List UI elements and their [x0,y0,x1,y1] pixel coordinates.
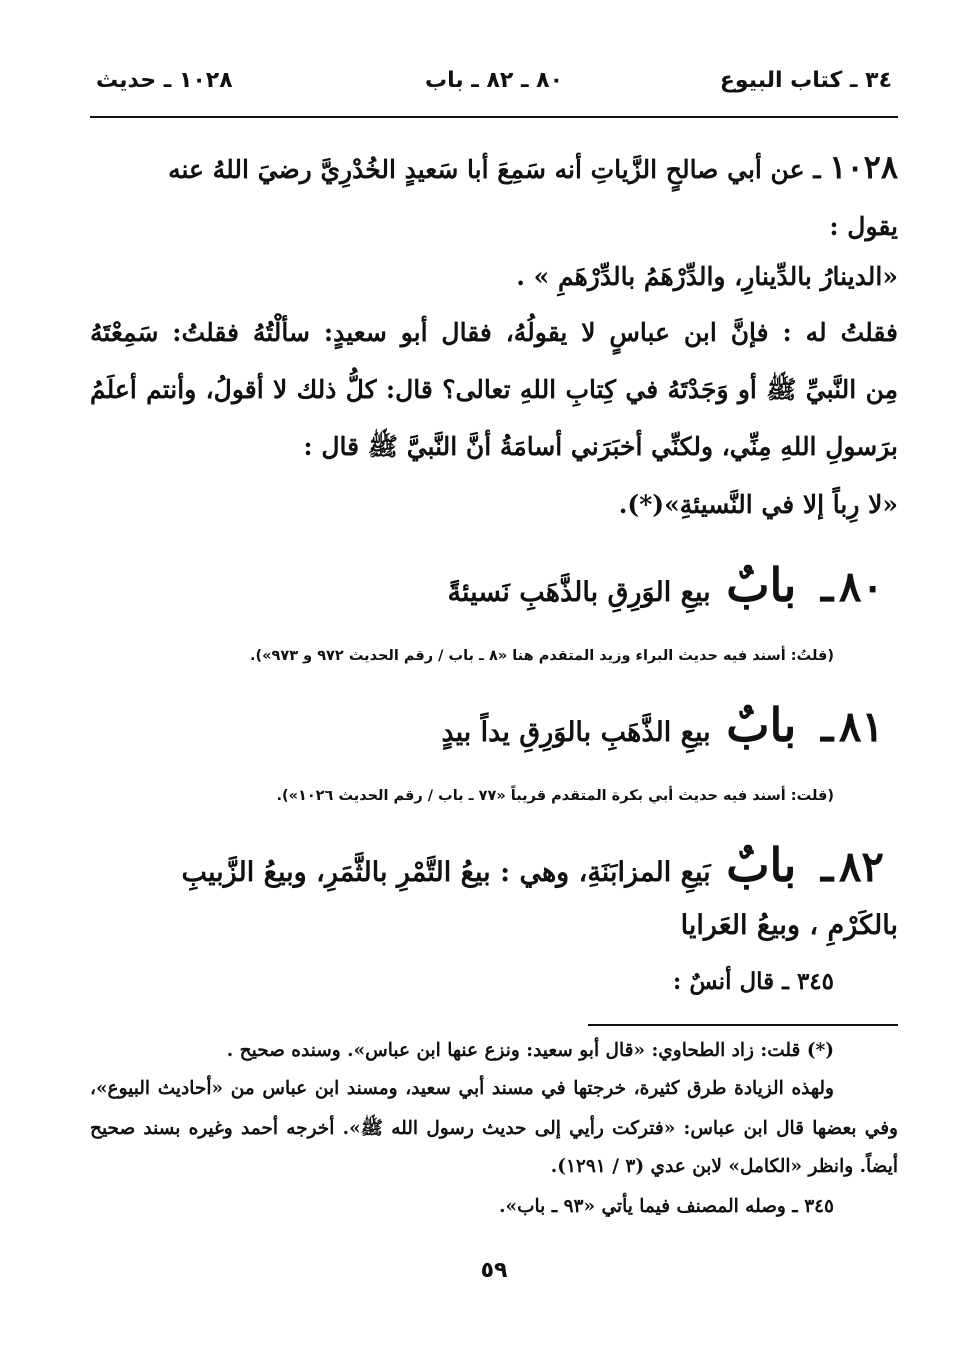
footnote-rule [588,1024,898,1026]
header-rule [90,116,898,118]
hadith-number: ١٠٢٨ [829,148,898,186]
hadith-line-3: «الدينارُ بالدِّينارِ، والدِّرْهَمُ بالدِّرْهَمِ » . [516,262,898,291]
header-chapter: ٣٤ ـ كتاب البيوع [719,68,892,93]
header-bab-range: ٨٠ ـ ٨٢ ـ باب [424,68,564,93]
bab-82-title-line-1: بَيعِ المزابَنَةِ، وهي : بيعُ التَّمْرِ بالثَّمَرِ، وبيعُ الزَّبيبِ [181,857,711,888]
narration-345: ٣٤٥ ـ قال أنسٌ : [672,968,834,995]
bab-81-title: بيعِ الذَّهَبِ بالوَرِقِ يداً بيدٍ [441,717,711,748]
bab-80-note: (قلتُ: أسند فيه حديث البراء وزيد المتقدم هنا «٨ ـ باب / رقم الحديث ٩٧٢ و ٩٧٣»). [250,648,834,664]
hadith-line-2: يقول : [829,212,898,241]
bab-81-word: بابٌ [726,698,797,752]
running-header [90,68,898,102]
hadith-line-7: «لا رِباً إلا في النَّسيئةِ»(*). [618,490,898,519]
bab-80-heading: ٨٠ ـ بابٌ بيعِ الوَرِقِ بالذَّهَبِ نَسيئةً [447,558,884,612]
hadith-line-1-text: ـ عن أبي صالحٍ الزَّياتِ أنه سَمِعَ أبا سَعيدٍ الخُدْرِيَّ رضيَ اللهُ عنه [168,155,830,184]
bab-81-heading: ٨١ ـ بابٌ بيعِ الذَّهَبِ بالوَرِقِ يداً بيدٍ [441,698,884,752]
bab-82-title-line-2: بالكَرْمِ ، وبيعُ العَرايا [680,910,898,941]
hadith-line-6: برَسولِ اللهِ مِنِّي، ولكنِّي أخبَرَني أسامَةُ أنَّ النَّبيَّ ﷺ قال : [303,432,898,461]
header-hadith-number: ١٠٢٨ ـ حديث [96,68,233,93]
footnote-line-5: ٣٤٥ ـ وصله المصنف فيما يأتي «٩٣ ـ باب». [499,1196,834,1217]
bab-80-number: ٨٠ [838,562,884,611]
footnote-line-3: وفي بعضها قال ابن عباس: «فتركت رأيي إلى حديث رسول الله ﷺ». أخرجه أحمد وغيره بسند صحيح [90,1118,898,1139]
bab-81-note: (قلت: أسند فيه حديث أبي بكرة المتقدم قريباً «٧٧ ـ باب / رقم الحديث ١٠٢٦»). [276,788,834,804]
bab-81-number: ٨١ [838,702,884,751]
bab-80-word: بابٌ [726,558,797,612]
footnote-line-2: ولهذه الزيادة طرق كثيرة، خرجتها في مسند أبي سعيد، ومسند ابن عباس من «أحاديث البيوع»، [90,1078,834,1099]
hadith-line-1 [90,148,898,186]
bab-80-title: بيعِ الوَرِقِ بالذَّهَبِ نَسيئةً [447,577,711,608]
book-page [90,0,898,1357]
page-number: ٥٩ [480,1258,508,1283]
hadith-line-5: مِن النَّبيِّ ﷺ أو وَجَدْتَهُ في كِتابِ اللهِ تعالى؟ قال: كلُّ ذلك لا أقولُ، وأنتم أعلَمُ [90,375,898,404]
bab-82-word: بابٌ [726,838,797,892]
footnote-line-1: (*) قلت: زاد الطحاوي: «قال أبو سعيد: ونزع عنها ابن عباس». وسنده صحيح . [226,1040,834,1061]
bab-82-heading: ٨٢ ـ بابٌ بَيعِ المزابَنَةِ، وهي : بيعُ التَّمْرِ بالثَّمَرِ، وبيعُ الزَّبيبِ [181,838,884,892]
footnote-line-4: أيضاً. وانظر «الكامل» لابن عدي (٣ / ١٢٩١). [550,1156,898,1177]
bab-82-number: ٨٢ [838,842,884,891]
hadith-line-4: فقلتُ له : فإنَّ ابن عباسٍ لا يقولُهُ، فقال أبو سعيدٍ: سألْتُهُ فقلتُ: سَمِعْتَهُ [90,318,898,347]
